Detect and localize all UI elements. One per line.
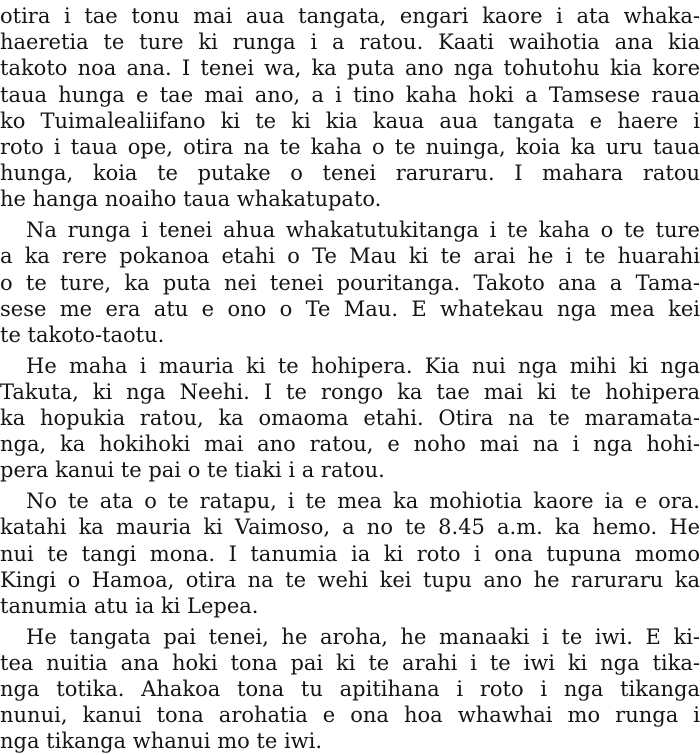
text-line: haeretia te ture ki runga i a ratou. Kaati waihotia ana kia — [0, 30, 700, 55]
text-line: roto i taua ope, otira na te kaha o te nuinga, koia ka uru taua — [0, 135, 700, 159]
text-line: He maha i mauria ki te hohipera. Kia nui nga mihi ki nga — [26, 353, 700, 378]
text-line: tea nuitia ana hoki tona pai ki te arahi i te iwi ki nga tika- — [0, 650, 700, 675]
text-line: hunga, koia te putake o tenei raruraru. I mahara ratou — [0, 161, 700, 186]
text-line: he hanga noaiho taua whakatupato. — [0, 187, 382, 212]
text-line: te takoto-taotu. — [0, 322, 165, 347]
text-line: nga, ka hokihoki mai ano ratou, e noho mai na i nga hohi- — [0, 432, 700, 457]
text-line: takoto noa ana. I tenei wa, ka puta ano nga tohutohu kia kore — [0, 56, 700, 81]
text-line: No te ata o te ratapu, i te mea ka mohiotia kaore ia e ora. — [26, 489, 700, 514]
text-line: nga tikanga whanui mo te iwi. — [0, 729, 323, 754]
text-line: a ka rere pokanoa etahi o Te Mau ki te arai he i te huarahi — [0, 244, 700, 269]
text-line: Kingi o Hamoa, otira na te wehi kei tupu ano he raruraru ka — [0, 567, 700, 592]
text-line: nui te tangi mona. I tanumia ia ki roto i ona tupuna momo — [0, 541, 700, 566]
text-line: nga totika. Ahakoa tona tu apitihana i roto i nga tikanga — [0, 677, 700, 701]
text-line: katahi ka mauria ki Vaimoso, a no te 8.45 a.m. ka hemo. He — [0, 515, 700, 540]
text-line: tanumia atu ia ki Lepea. — [0, 593, 259, 618]
text-line: He tangata pai tenei, he aroha, he manaaki i te iwi. E ki- — [26, 624, 700, 649]
text-line: nunui, kanui tona arohatia e ona hoa whawhai mo runga i — [0, 703, 700, 728]
text-line: Takuta, ki nga Neehi. I te rongo ka tae mai ki te hohipera — [0, 379, 700, 404]
text-line: taua hunga e tae mai ano, a i tino kaha hoki a Tamsese raua — [0, 82, 700, 107]
text-line: o te ture, ka puta nei tenei pouritanga. Takoto ana a Tama- — [0, 270, 700, 295]
text-line: ko Tuimalealiifano ki te ki kia kaua aua tangata e haere i — [0, 108, 700, 133]
text-line: pera kanui te pai o te tiaki i a ratou. — [0, 458, 385, 483]
text-line: ka hopukia ratou, ka omaoma etahi. Otira na te maramata- — [0, 406, 700, 430]
text-line: sese me era atu e ono o Te Mau. E whatekau nga mea kei — [0, 296, 700, 321]
text-line: otira i tae tonu mai aua tangata, engari kaore i ata whaka- — [0, 4, 700, 28]
text-line: Na runga i tenei ahua whakatutukitanga i te kaha o te ture — [26, 218, 700, 243]
